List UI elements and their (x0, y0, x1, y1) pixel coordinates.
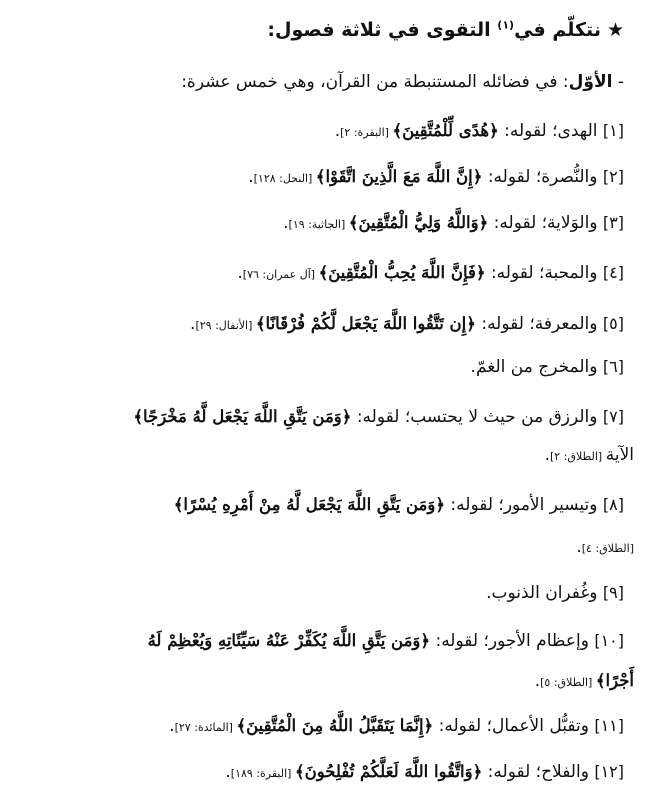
list-item-4 (14, 259, 624, 289)
quran-verse: ﴿وَاتَّقُوا اللَّهَ لَعَلَّكُمْ تُفْلِحُونَ﴾ (294, 762, 483, 781)
quran-verse: ﴿فَإِنَّ اللَّهَ يُحِبُّ الْمُتَّقِينَ﴾ (318, 263, 486, 282)
verse-reference: [آل عمران: ٧٦] (242, 268, 319, 281)
verse-reference: [الجاثية: ١٩] (288, 218, 349, 231)
item-text: وتقبُّل الأعمال؛ لقوله: (433, 716, 595, 736)
quran-verse: ﴿هُدًى لِّلْمُتَّقِينَ﴾ (392, 121, 499, 140)
item-end: . (225, 762, 231, 782)
item-text: الهدى؛ لقوله: (498, 121, 603, 141)
quran-verse: ﴿وَاللَّهُ وَلِيُّ الْمُتَّقِينَ﴾ (348, 213, 489, 232)
footnote-marker: (١) (497, 18, 515, 32)
verse-reference: [الطلاق: ٤] (581, 542, 634, 555)
item-number: [١١] (594, 716, 624, 735)
verse-reference: [المائدة: ٢٧] (174, 721, 237, 734)
section-text: في فضائله المستنبطة من القرآن، وهي خمس عشرة: (181, 72, 558, 92)
quran-verse-continuation: أَجْرًا﴾ (595, 671, 634, 690)
verse-reference: [الأنفال: ٢٩] (195, 319, 256, 332)
list-item-7 (14, 403, 624, 431)
list-item-1 (14, 117, 624, 147)
title-text-before-note: نتكلّم في (514, 19, 601, 41)
item-end: . (544, 445, 550, 465)
item-end: . (283, 213, 289, 233)
item-text: وإعظام الأجور؛ لقوله: (430, 631, 595, 651)
item-text: والرزق من حيث لا يحتسب؛ لقوله: (351, 407, 603, 427)
item-number: [٦] (602, 357, 624, 376)
item-end: . (237, 263, 243, 283)
item-end: . (334, 121, 341, 141)
item-end: . (248, 167, 254, 187)
verse-reference: [البقرة: ٢] (340, 126, 393, 139)
item-text: والوَلاية؛ لقوله: (488, 213, 603, 233)
item-number: [٨] (602, 495, 624, 514)
quran-verse: ﴿إِنَّ اللَّهَ مَعَ الَّذِينَ اتَّقَوْا﴾ (315, 167, 483, 186)
section-label: الأوّل (568, 72, 613, 92)
list-item-9 (14, 579, 624, 607)
item-text: والفلاح؛ لقوله: (482, 762, 595, 782)
item-end: . (190, 314, 196, 334)
item-number: [١٠] (594, 631, 624, 650)
item-text: والنُّصرة؛ لقوله: (482, 167, 603, 187)
item-number: [٤] (602, 263, 624, 282)
list-item-2 (14, 163, 624, 193)
list-item-10 (14, 627, 624, 655)
quran-verse: ﴿وَمَن يَتَّقِ اللَّهَ يَجْعَل لَّهُ مِنْ أَمْرِهِ يُسْرًا﴾ (173, 495, 446, 514)
verse-reference: [الطلاق: ٢] (549, 450, 606, 463)
item-number: [٩] (602, 583, 624, 602)
verse-reference: [الطلاق: ٥] (540, 676, 596, 689)
quran-verse: ﴿إِنَّمَا يَتَقَبَّلُ اللَّهُ مِنَ الْمُتَّقِينَ﴾ (236, 716, 434, 735)
list-item-6 (14, 353, 624, 381)
list-item-8-continuation (14, 533, 634, 563)
item-number: [٧] (602, 407, 624, 426)
item-text: والمعرفة؛ لقوله: (475, 314, 603, 334)
section-header (14, 68, 624, 96)
item-number: [١] (602, 121, 624, 140)
chapter-title (14, 16, 624, 44)
list-item-7-continuation (14, 441, 634, 471)
item-text: وغُفران الذنوب. (486, 583, 603, 603)
item-text: وتيسير الأمور؛ لقوله: (445, 495, 603, 515)
list-item-8 (14, 491, 624, 519)
quran-verse: ﴿إِن تَتَّقُوا اللَّهَ يَجْعَل لَّكُمْ فُرْقَانًا﴾ (255, 314, 476, 333)
item-text: والمحبة؛ لقوله: (485, 263, 603, 283)
section-colon: : (557, 72, 569, 92)
list-item-3 (14, 209, 624, 239)
item-number: [١٢] (594, 762, 624, 781)
section-prefix: - (612, 72, 624, 92)
item-text: والمخرج من الغمّ. (470, 357, 603, 377)
item-number: [٥] (602, 314, 624, 333)
quran-verse: ﴿وَمَن يَتَّقِ اللَّهَ يُكَفِّرْ عَنْهُ سَيِّئَاتِهِ وَيُعْظِمْ لَهُ (147, 631, 431, 650)
list-item-12 (14, 758, 624, 788)
item-end: . (169, 716, 175, 736)
star-icon: ★ (606, 19, 624, 41)
item-continuation-text: الآية (605, 445, 634, 465)
item-number: [٣] (602, 213, 624, 232)
verse-reference: [النحل: ١٢٨] (253, 172, 316, 185)
verse-reference: [البقرة: ١٨٩] (230, 767, 295, 780)
title-text-after-note: التقوى في ثلاثة فصول: (267, 19, 498, 41)
item-number: [٢] (602, 167, 624, 186)
item-end: . (534, 671, 541, 691)
list-item-11 (14, 712, 624, 742)
list-item-5 (14, 310, 624, 340)
quran-verse: ﴿وَمَن يَتَّقِ اللَّهَ يَجْعَل لَّهُ مَخْرَجًا﴾ (133, 407, 352, 426)
item-end: . (576, 537, 582, 557)
list-item-10-continuation (14, 667, 634, 697)
